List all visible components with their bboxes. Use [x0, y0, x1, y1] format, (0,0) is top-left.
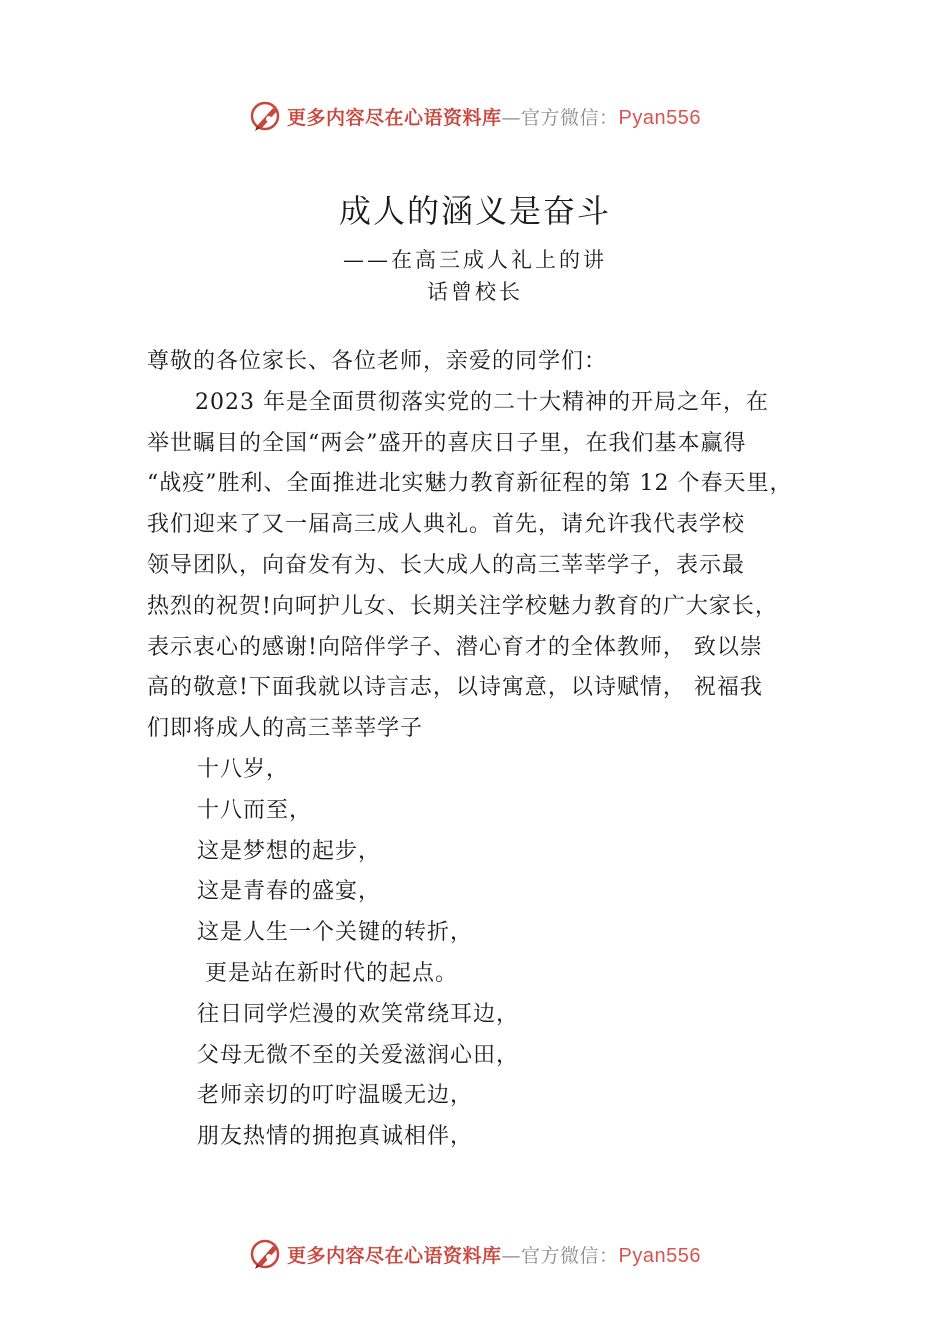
- watermark-sub: 官方微信：: [521, 106, 619, 129]
- poem-line: 这是梦想的起步，: [197, 838, 382, 864]
- paragraph-line: 高的敬意!下面我就以诗言志，以诗寓意，以诗赋情， 祝福我: [147, 675, 763, 701]
- watermark-dash: —: [501, 106, 522, 129]
- poem-line: 十八岁，: [197, 756, 290, 782]
- pen-logo-icon: [249, 99, 283, 133]
- watermark-wechat-id: Pyan556: [618, 106, 701, 129]
- speech-paragraph: [147, 383, 837, 750]
- paragraph-line: 举世瞩目的全国“两会”盛开的喜庆日子里，在我们基本赢得: [147, 430, 747, 456]
- paragraph-line: 热烈的祝贺!向呵护儿女、长期关注学校魅力教育的广大家长，: [147, 593, 778, 619]
- footer-watermark: [0, 1234, 950, 1274]
- poem: [147, 750, 837, 1158]
- greeting: 尊敬的各位家长、各位老师，亲爱的同学们：: [147, 349, 608, 374]
- document-subtitle: ——在高三成人礼上的讲: [343, 248, 607, 272]
- watermark-wechat-id: Pyan556: [618, 1244, 701, 1267]
- poem-line: 十八而至，: [197, 797, 313, 823]
- header-watermark: [0, 96, 950, 136]
- paragraph-line: 表示衷心的感谢!向陪伴学子、潜心育才的全体教师， 致以崇: [147, 634, 763, 660]
- poem-line: 这是人生一个关键的转折，: [197, 920, 474, 946]
- paragraph-line: 们即将成人的高三莘莘学子: [147, 716, 424, 742]
- watermark-dash: —: [501, 1244, 522, 1267]
- poem-line: 朋友热情的拥抱真诚相伴，: [197, 1124, 474, 1150]
- poem-line: 这是青春的盛宴，: [197, 879, 382, 905]
- poem-line: 父母无微不至的关爱滋润心田，: [197, 1042, 520, 1068]
- document-body: [147, 342, 837, 1158]
- pen-logo-icon: [249, 1237, 283, 1271]
- poem-line: 更是站在新时代的起点。: [197, 960, 458, 986]
- poem-line: 往日同学烂漫的欢笑常绕耳边，: [197, 1001, 520, 1027]
- paragraph-line: 我们迎来了又一届高三成人典礼。首先，请允许我代表学校: [147, 512, 746, 538]
- watermark-text: 更多内容尽在心语资料库: [287, 106, 502, 129]
- paragraph-line: 领导团队，向奋发有为、长大成人的高三莘莘学子，表示最: [147, 552, 746, 578]
- poem-line: 老师亲切的叮咛温暖无边，: [197, 1083, 474, 1109]
- paragraph-line: 2023 年是全面贯彻落实党的二十大精神的开局之年，在: [195, 389, 769, 415]
- document-title: 成人的涵义是奋斗: [338, 192, 611, 230]
- watermark-sub: 官方微信：: [521, 1244, 619, 1267]
- watermark-text: 更多内容尽在心语资料库: [287, 1244, 502, 1267]
- document-author: 话曾校长: [427, 280, 523, 304]
- paragraph-line: “战疫”胜利、全面推进北实魅力教育新征程的第 12 个春天里，: [147, 471, 793, 497]
